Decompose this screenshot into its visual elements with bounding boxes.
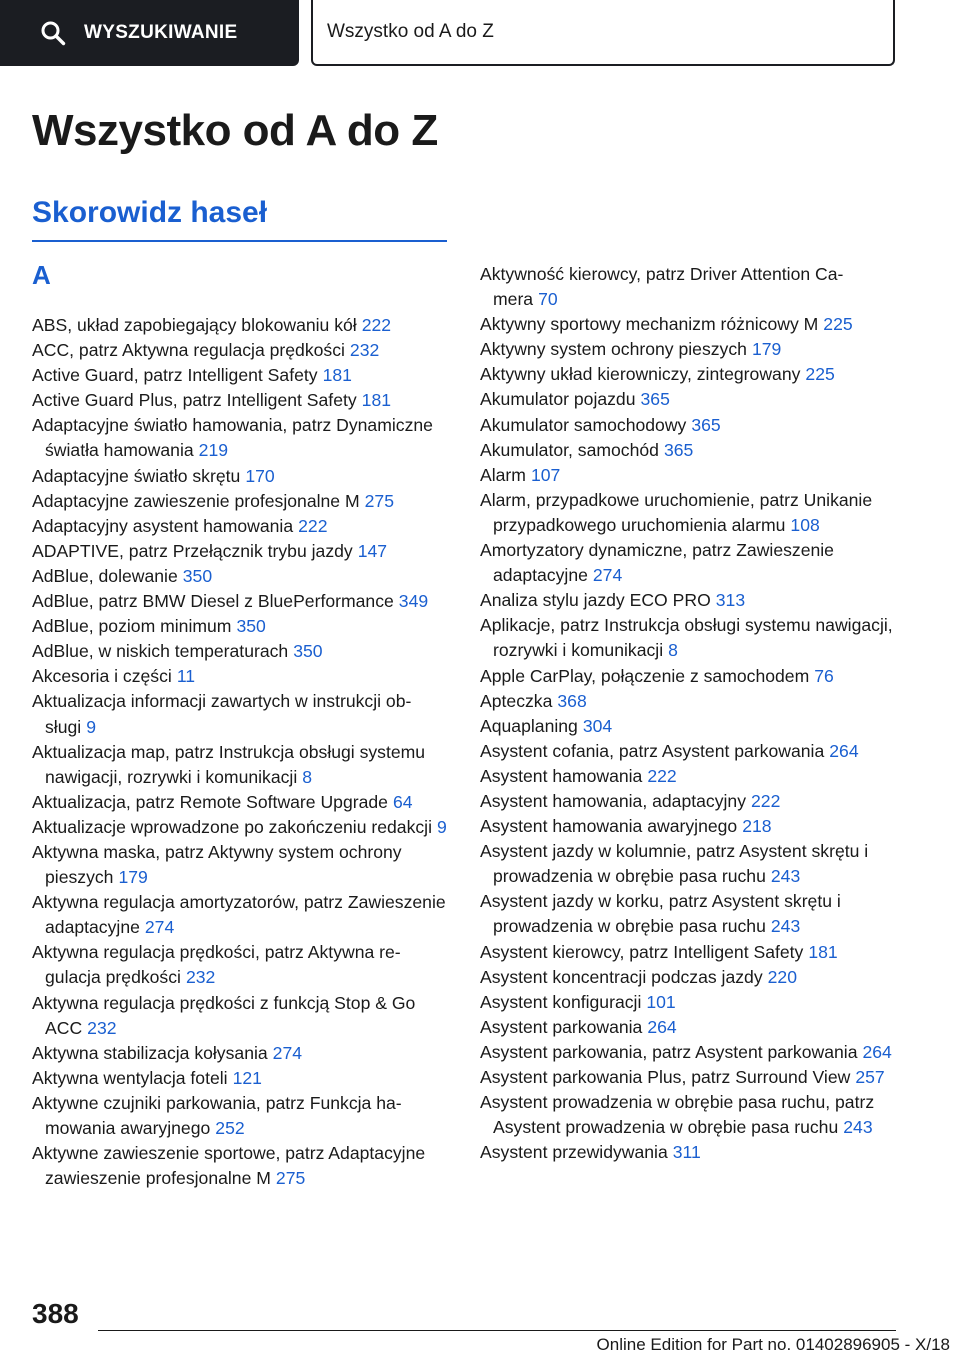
index-letter: A bbox=[32, 260, 51, 290]
index-column-right bbox=[480, 262, 898, 1165]
index-entry-text: Asystent jazdy w korku, patrz Asystent skrętu i prowadzenia w obrębie pasa ruchu bbox=[480, 891, 841, 937]
index-entry-text: AdBlue, w niskich temperaturach bbox=[32, 641, 289, 662]
index-entry-text: Asystent parkowania, patrz Asystent parkowania bbox=[480, 1041, 858, 1062]
index-entry-text: Aktywny układ kierowniczy, zintegrowany bbox=[480, 364, 801, 385]
page-link[interactable]: 232 bbox=[349, 340, 380, 361]
index-entry-text: Aktywna maska, patrz Aktywny system ochrony pieszych bbox=[32, 841, 402, 888]
index-entry-text: Akumulator samochodowy bbox=[480, 414, 687, 435]
index-entry bbox=[480, 940, 898, 965]
page-link[interactable]: 170 bbox=[245, 465, 275, 486]
index-entry-text: Asystent jazdy w kolumnie, patrz Asystent skrętu i prowadzenia w obrębie pasa ruchu bbox=[480, 841, 869, 887]
index-entry bbox=[480, 337, 898, 362]
page-link[interactable]: 64 bbox=[392, 791, 413, 812]
index-entry bbox=[32, 614, 450, 639]
index-entry-text: Aktualizacja informacji zawartych w instrukcji obsługi bbox=[32, 691, 412, 737]
index-entry bbox=[32, 639, 450, 664]
page-link[interactable]: 274 bbox=[592, 565, 623, 586]
page-link[interactable]: 181 bbox=[361, 390, 392, 411]
index-entry bbox=[32, 689, 450, 739]
page-link[interactable]: 365 bbox=[691, 414, 721, 435]
index-entry-text: Asystent parkowania bbox=[480, 1016, 643, 1037]
index-entry bbox=[32, 413, 450, 463]
tab-a-to-z[interactable]: Wszystko od A do Z bbox=[311, 0, 895, 66]
index-entry-text: Asystent przewidywania bbox=[480, 1142, 668, 1163]
page-link[interactable]: 243 bbox=[843, 1117, 873, 1138]
index-entry bbox=[480, 764, 898, 789]
page-link[interactable]: 147 bbox=[357, 540, 388, 561]
index-entry bbox=[480, 613, 898, 663]
page-link[interactable]: 108 bbox=[790, 514, 820, 535]
index-entry-text: AdBlue, patrz BMW Diesel z BluePerformance bbox=[32, 591, 394, 612]
index-entry-text: Aktywne czujniki parkowania, patrz Funkcja hamowania awaryjnego bbox=[32, 1092, 402, 1138]
index-entry-text: Aktywna regulacja amortyzatorów, patrz Zawieszenie adaptacyjne bbox=[32, 892, 446, 938]
index-entry bbox=[480, 839, 898, 889]
page-link[interactable]: 232 bbox=[87, 1017, 117, 1038]
page-link[interactable]: 365 bbox=[663, 439, 694, 460]
index-entry bbox=[480, 312, 898, 337]
index-entry-text: Aplikacje, patrz Instrukcja obsługi systemu nawigacji, rozrywki i komunikacji bbox=[480, 615, 893, 661]
index-entry bbox=[480, 538, 898, 588]
page-link[interactable]: 76 bbox=[814, 665, 834, 686]
index-entry bbox=[32, 1141, 450, 1191]
page-link[interactable]: 219 bbox=[198, 440, 229, 461]
index-entry bbox=[32, 1066, 450, 1091]
index-entry-text: Asystent konfiguracji bbox=[480, 991, 642, 1012]
section-title: Skorowidz haseł bbox=[32, 196, 268, 229]
index-entry bbox=[32, 890, 450, 940]
index-entry-text: Adaptacyjne światło skrętu bbox=[32, 465, 241, 486]
index-entry-text: Aktywna regulacja prędkości, patrz Aktywna regulacja prędkości bbox=[32, 942, 401, 988]
index-entry-text: Aktywny system ochrony pieszych bbox=[480, 339, 747, 360]
index-entry bbox=[480, 689, 898, 714]
index-entry-text: Akumulator, samochód bbox=[480, 439, 659, 460]
index-entry bbox=[480, 463, 898, 488]
page-link[interactable]: 350 bbox=[182, 565, 213, 586]
index-entry-text: Adaptacyjny asystent hamowania bbox=[32, 515, 294, 536]
index-entry-text: ABS, układ zapobiegający blokowaniu kół bbox=[32, 315, 357, 335]
index-entry-text: Apteczka bbox=[480, 690, 553, 711]
page-link[interactable]: 222 bbox=[298, 515, 328, 536]
page-link[interactable]: 11 bbox=[176, 666, 196, 687]
footer-edition-text: Online Edition for Part no. 01402896905 - X/18 bbox=[596, 1335, 950, 1354]
index-entry bbox=[480, 1015, 898, 1040]
index-entry bbox=[32, 815, 450, 840]
index-entry bbox=[32, 489, 450, 514]
index-entry-text: Apple CarPlay, połączenie z samochodem bbox=[480, 665, 810, 686]
index-entry bbox=[32, 740, 450, 790]
index-entry-text: Aktualizacja, patrz Remote Software Upgrade bbox=[32, 791, 388, 812]
page-link[interactable]: 222 bbox=[751, 790, 781, 811]
index-entry-text: Asystent koncentracji podczas jazdy bbox=[480, 966, 763, 987]
index-entry bbox=[480, 488, 898, 538]
page-link[interactable]: 70 bbox=[538, 289, 558, 310]
page-link[interactable]: 181 bbox=[808, 941, 838, 962]
page-link[interactable]: 9 bbox=[86, 716, 96, 737]
index-entry bbox=[32, 514, 450, 539]
page-number: 388 bbox=[32, 1298, 79, 1329]
index-entry-text: Asystent prowadzenia w obrębie pasa ruchu, patrz Asystent prowadzenia w obrębie pasa ruchu bbox=[480, 1092, 875, 1138]
index-entry bbox=[480, 1040, 898, 1065]
index-entry-text: Asystent parkowania Plus, patrz Surround View bbox=[480, 1067, 851, 1087]
index-entry bbox=[32, 388, 450, 413]
page-link[interactable]: 222 bbox=[361, 315, 392, 335]
page-link[interactable]: 8 bbox=[302, 766, 313, 787]
search-button[interactable] bbox=[0, 0, 299, 66]
search-icon bbox=[40, 20, 66, 46]
page-link[interactable]: 274 bbox=[272, 1042, 303, 1063]
index-entry-text: Aktualizacja map, patrz Instrukcja obsługi systemu nawigacji, rozrywki i komunikacji bbox=[32, 741, 426, 787]
index-entry bbox=[32, 464, 450, 489]
index-entry-text: Aktywne zawieszenie sportowe, patrz Adaptacyjne zawieszenie profesjonalne M bbox=[32, 1143, 426, 1189]
page-link[interactable]: 274 bbox=[144, 917, 175, 938]
index-entry bbox=[480, 1140, 898, 1165]
index-entry-text: Aquaplaning bbox=[480, 715, 578, 736]
index-entry-text: Alarm bbox=[480, 464, 526, 485]
page-link[interactable]: 232 bbox=[185, 967, 216, 988]
index-entry-text: Akcesoria i części bbox=[32, 666, 172, 687]
index-column-left bbox=[32, 313, 450, 1191]
index-entry-text: Amortyzatory dynamiczne, patrz Zawieszenie adaptacyjne bbox=[480, 540, 834, 586]
index-entry bbox=[480, 1090, 898, 1140]
page-link[interactable]: 243 bbox=[770, 866, 801, 887]
index-entry bbox=[32, 790, 450, 815]
index-entry-text: Active Guard Plus, patrz Intelligent Safety bbox=[32, 390, 357, 411]
index-entry bbox=[480, 789, 898, 814]
page-link[interactable]: 368 bbox=[557, 690, 587, 711]
index-entry bbox=[32, 363, 450, 388]
page-link[interactable]: 9 bbox=[437, 816, 447, 837]
page-link[interactable]: 225 bbox=[823, 314, 853, 335]
index-entry-text: Aktywna regulacja prędkości z funkcją Stop & Go ACC bbox=[32, 992, 416, 1038]
index-entry bbox=[480, 889, 898, 939]
index-entry bbox=[32, 539, 450, 564]
index-entry-text: Aktywna stabilizacja kołysania bbox=[32, 1042, 268, 1063]
page-link[interactable]: 264 bbox=[829, 740, 859, 761]
index-entry bbox=[480, 739, 898, 764]
index-entry bbox=[480, 990, 898, 1015]
search-button-label: WYSZUKIWANIE bbox=[84, 22, 238, 43]
index-entry bbox=[480, 714, 898, 739]
page-link[interactable]: 121 bbox=[232, 1067, 262, 1088]
page-title: Wszystko od A do Z bbox=[32, 106, 438, 155]
index-entry bbox=[480, 387, 898, 412]
index-entry-text: Active Guard, patrz Intelligent Safety bbox=[32, 365, 318, 386]
index-entry-text: Adaptacyjne światło hamowania, patrz Dynamiczne światła hamowania bbox=[32, 415, 433, 461]
index-entry bbox=[32, 991, 450, 1041]
index-entry bbox=[32, 664, 450, 689]
page-link[interactable]: 8 bbox=[668, 640, 678, 661]
page-link[interactable]: 243 bbox=[770, 916, 801, 937]
page-link[interactable]: 181 bbox=[322, 365, 352, 386]
page-link[interactable]: 257 bbox=[855, 1067, 885, 1087]
page-link[interactable]: 101 bbox=[646, 991, 676, 1012]
index-entry-text: AdBlue, poziom minimum bbox=[32, 616, 232, 637]
page-link[interactable]: 350 bbox=[293, 641, 323, 662]
index-entry bbox=[32, 564, 450, 589]
index-entry bbox=[32, 940, 450, 990]
index-entry-text: Aktywna wentylacja foteli bbox=[32, 1067, 228, 1088]
index-entry-text: Asystent kierowcy, patrz Intelligent Safety bbox=[480, 941, 804, 962]
page-link[interactable]: 222 bbox=[647, 765, 677, 786]
index-entry-text: Asystent hamowania awaryjnego bbox=[480, 816, 738, 837]
index-entry bbox=[480, 438, 898, 463]
index-entry-text: AdBlue, dolewanie bbox=[32, 565, 178, 586]
page-link[interactable]: 264 bbox=[862, 1041, 892, 1062]
index-entry bbox=[480, 814, 898, 839]
index-entry-text: ADAPTIVE, patrz Przełącznik trybu jazdy bbox=[32, 540, 353, 561]
page-link[interactable]: 252 bbox=[215, 1118, 245, 1138]
index-entry-text: Asystent hamowania bbox=[480, 765, 643, 786]
index-entry-text: Adaptacyjne zawieszenie profesjonalne M bbox=[32, 490, 360, 511]
page-link[interactable]: 365 bbox=[640, 389, 670, 410]
page-link[interactable]: 107 bbox=[530, 464, 561, 485]
section-divider bbox=[32, 240, 447, 242]
page-link[interactable]: 179 bbox=[118, 867, 148, 888]
index-entry-text: Akumulator pojazdu bbox=[480, 389, 636, 410]
index-entry-text: Alarm, przypadkowe uruchomienie, patrz Unikanie przypadkowego uruchomienia alarmu bbox=[480, 489, 873, 535]
index-entry bbox=[32, 589, 450, 614]
index-entry bbox=[480, 664, 898, 689]
index-entry bbox=[480, 262, 898, 312]
index-entry bbox=[480, 588, 898, 613]
index-entry-text: ACC, patrz Aktywna regulacja prędkości bbox=[32, 340, 345, 361]
index-entry bbox=[32, 338, 450, 363]
index-entry bbox=[480, 1065, 898, 1090]
index-entry bbox=[480, 362, 898, 387]
page-link[interactable]: 275 bbox=[275, 1168, 306, 1189]
page-link[interactable]: 304 bbox=[582, 715, 613, 736]
index-entry-text: Aktywny sportowy mechanizm różnicowy M bbox=[480, 314, 819, 335]
footer-divider bbox=[98, 1330, 896, 1331]
index-entry bbox=[32, 840, 450, 890]
index-entry bbox=[32, 313, 450, 338]
page-link[interactable]: 179 bbox=[751, 339, 782, 360]
page-link[interactable]: 218 bbox=[742, 816, 772, 837]
index-entry-text: Aktualizacje wprowadzone po zakończeniu redakcji bbox=[32, 816, 432, 837]
index-entry-text: Aktywność kierowcy, patrz Driver Attention Camera bbox=[480, 264, 844, 310]
page-link[interactable]: 220 bbox=[767, 966, 797, 987]
index-entry bbox=[480, 413, 898, 438]
page-link[interactable]: 350 bbox=[236, 616, 266, 637]
index-entry bbox=[32, 1041, 450, 1066]
top-bar bbox=[0, 0, 960, 66]
page-link[interactable]: 225 bbox=[805, 364, 835, 385]
page-link[interactable]: 264 bbox=[647, 1016, 677, 1037]
page-link[interactable]: 349 bbox=[398, 591, 429, 612]
page-link[interactable]: 313 bbox=[715, 590, 746, 611]
page-link[interactable]: 311 bbox=[672, 1142, 701, 1163]
index-entry-text: Asystent cofania, patrz Asystent parkowania bbox=[480, 740, 825, 761]
index-entry bbox=[32, 1091, 450, 1141]
index-entry-text: Asystent hamowania, adaptacyjny bbox=[480, 790, 747, 811]
page-link[interactable]: 275 bbox=[364, 490, 394, 511]
index-entry-text: Analiza stylu jazdy ECO PRO bbox=[480, 590, 711, 611]
index-entry bbox=[480, 965, 898, 990]
